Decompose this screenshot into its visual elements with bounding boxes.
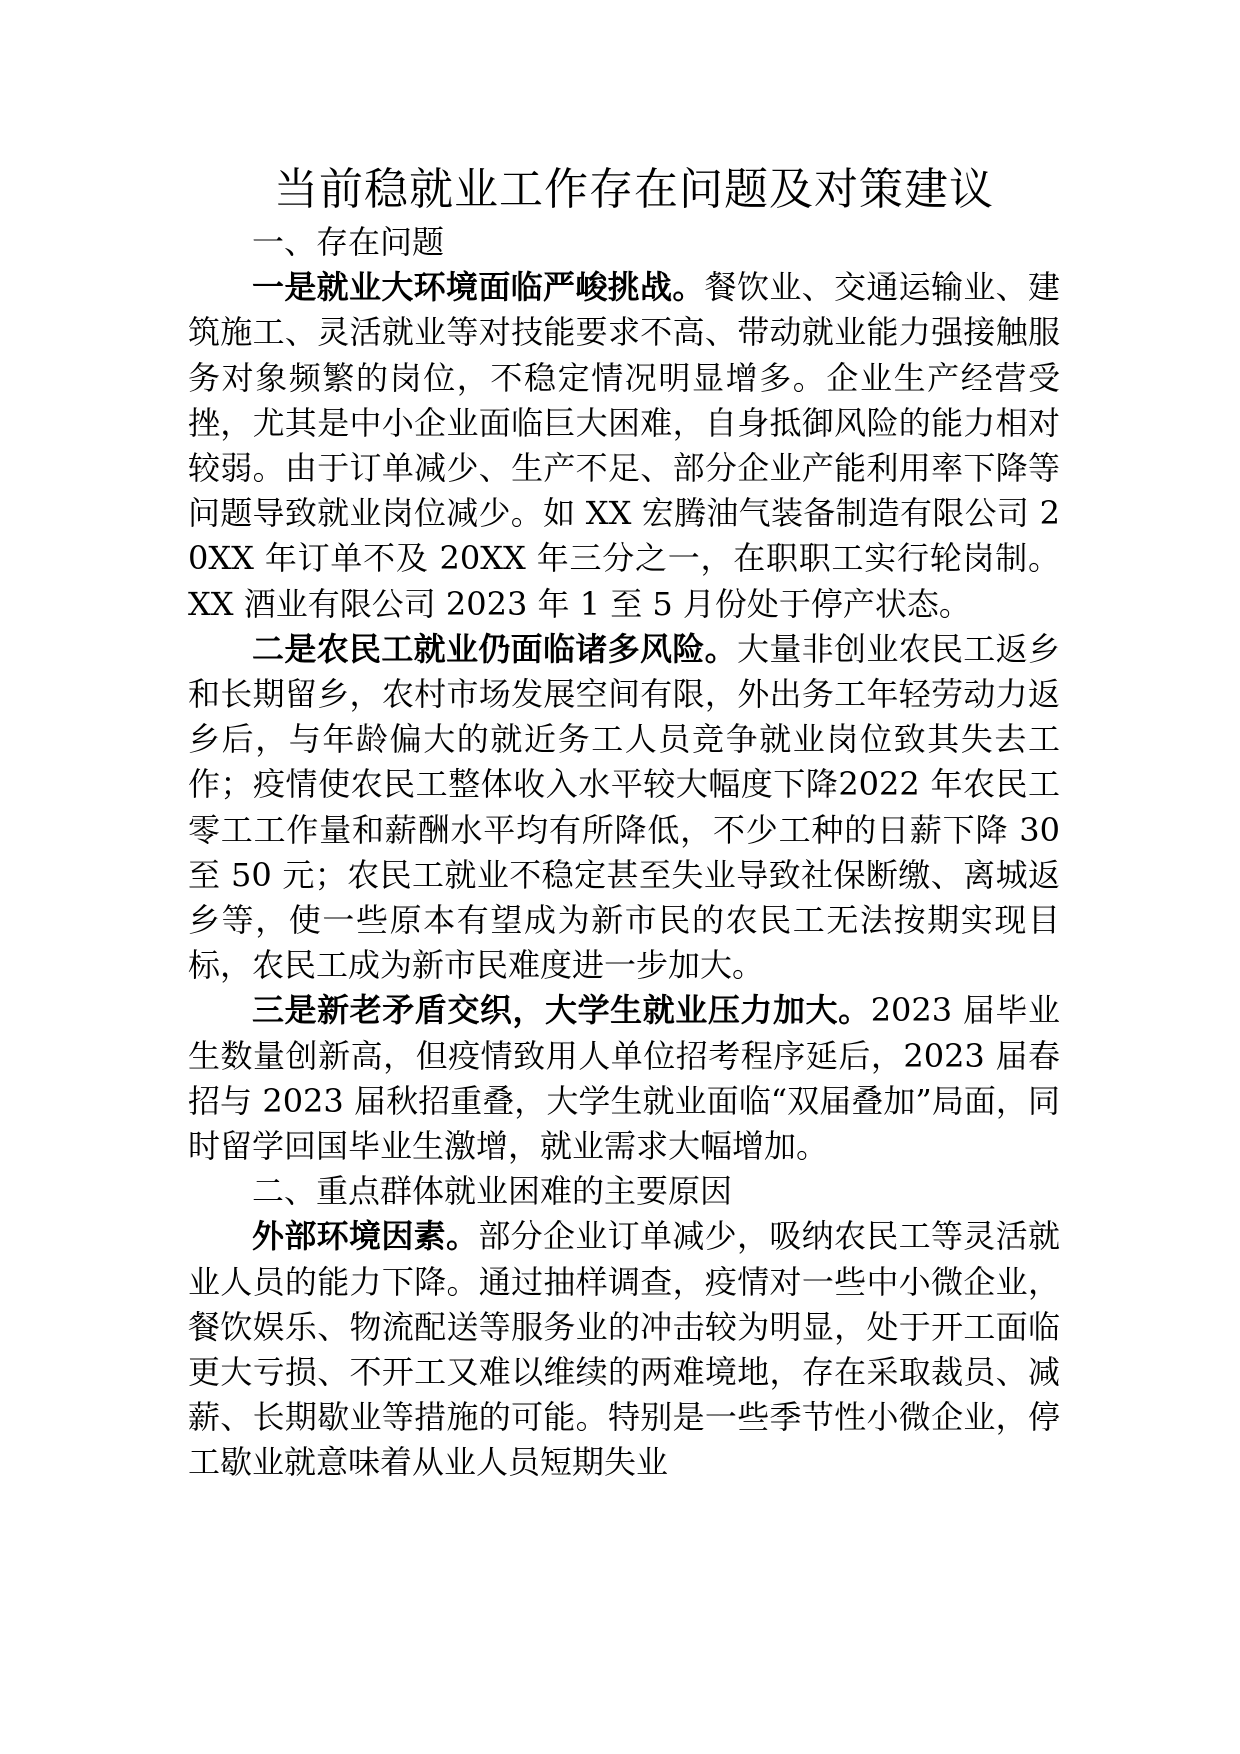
paragraph-body: 部分企业订单减少，吸纳农民工等灵活就业人员的能力下降。通过抽样调查，疫情对一些中小微企业，餐饮娱乐、物流配送等服务业的冲击较为明显，处于开工面临更大亏损、不开工又难以维续的两难境地，存在采取裁员、减薪、长期歇业等措施的可能。特别是一些季节性小微企业，停工歇业就意味着从业人员短期失业	[188, 1217, 1060, 1482]
section-heading-problems: 一、存在问题	[252, 223, 445, 261]
paragraph-lead: 二是农民工就业仍面临诸多风险。	[252, 629, 737, 668]
document-title: 当前稳就业工作存在问题及对策建议	[274, 164, 994, 215]
paragraph-employment-environment	[188, 265, 1060, 627]
paragraph-migrant-workers	[188, 627, 1060, 989]
paragraph-lead: 三是新老矛盾交织，大学生就业压力加大。	[252, 991, 871, 1030]
paragraph-graduates	[188, 988, 1060, 1169]
document-page	[188, 160, 1060, 1486]
paragraph-body: 2023 届毕业生数量创新高，但疫情致用人单位招考程序延后，2023 届春招与 2023 届秋招重叠，大学生就业面临“双届叠加”局面，同时留学回国毕业生激增，就业需求大幅增加。	[188, 991, 1060, 1166]
paragraph-lead: 外部环境因素。	[252, 1217, 479, 1256]
paragraph-body: 餐饮业、交通运输业、建筑施工、灵活就业等对技能要求不高、带动就业能力强接触服务对象频繁的岗位，不稳定情况明显增多。企业生产经营受挫，尤其是中小企业面临巨大困难，自身抵御风险的能力相对较弱。由于订单减少、生产不足、部分企业产能利用率下降等问题导致就业岗位减少。如 XX 宏腾油气装备制造有限公司 20XX 年订单不及 20XX 年三分之一，在职职工实行轮岗制。XX 酒业有限公司 2023 年 1 至 5 月份处于停产状态。	[188, 268, 1060, 623]
paragraph-body: 大量非创业农民工返乡和长期留乡，农村市场发展空间有限，外出务工年轻劳动力返乡后，与年龄偏大的就近务工人员竞争就业岗位致其失去工作；疫情使农民工整体收入水平较大幅度下降2022 年农民工零工工作量和薪酬水平均有所降低，不少工种的日薪下降 30 至 50 元；农民工就业不稳定甚至失业导致社保断缴、离城返乡等，使一些原本有望成为新市民的农民工无法按期实现目标，农民工成为新市民难度进一步加大。	[188, 629, 1060, 985]
section-heading-causes: 二、重点群体就业困难的主要原因	[252, 1172, 733, 1211]
paragraph-lead: 一是就业大环境面临严峻挑战。	[252, 268, 705, 307]
paragraph-external-factors	[188, 1214, 1060, 1485]
